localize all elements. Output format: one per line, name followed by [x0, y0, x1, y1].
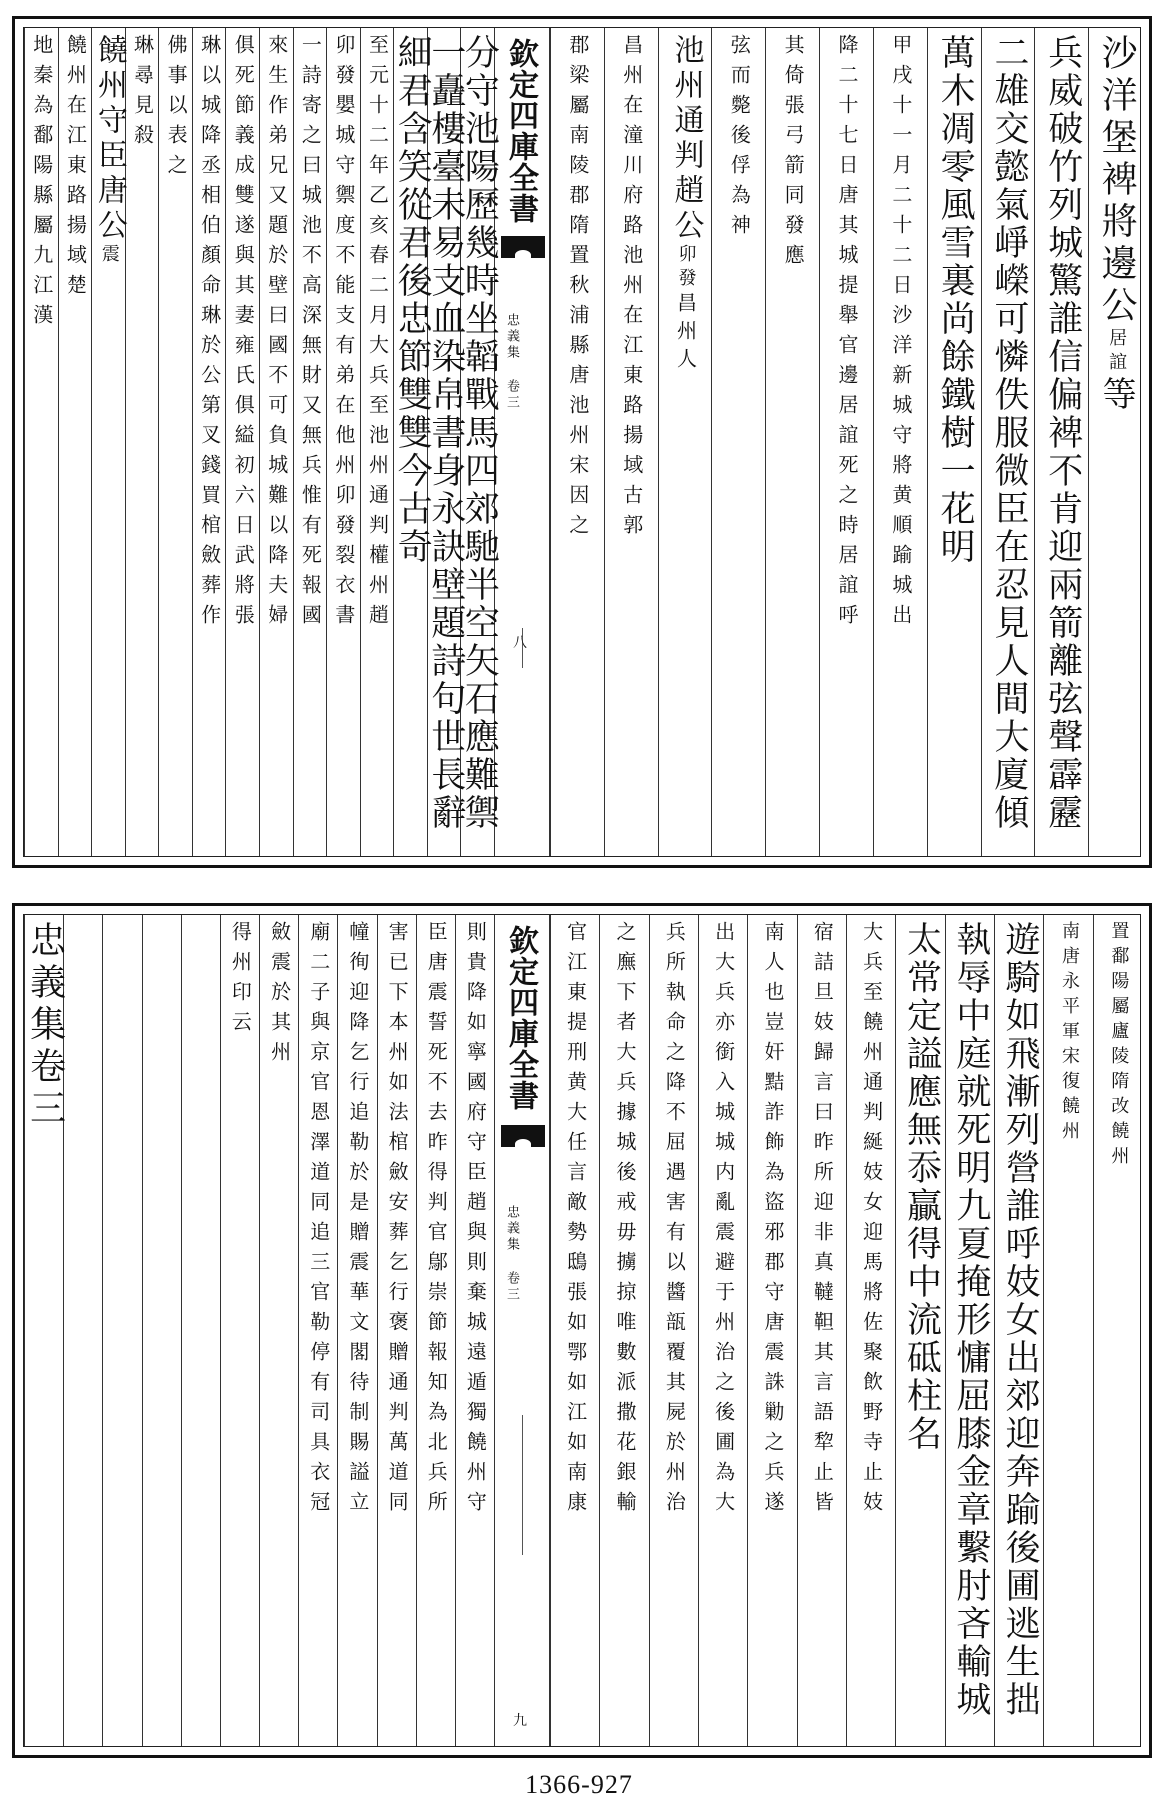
column-text: 佛事以表之: [164, 34, 189, 184]
column-text: 兵威破竹列城驚誰信偏裨不肯迎兩箭離弦聲霹靂: [1042, 34, 1083, 832]
column-text: 太常定謚應無忝贏得中流砥柱名: [901, 921, 942, 1453]
text-column: [337, 915, 376, 1746]
column-text: 執辱中庭就死明九夏掩形慵屈膝金章繫肘吝輸城: [950, 921, 991, 1719]
column-note: 居誼: [1106, 328, 1128, 376]
column-text: 饒州守臣唐公震: [91, 34, 127, 268]
column-text: 忠義集卷三: [24, 921, 66, 1131]
center-book-title: 欽定四庫全書: [503, 925, 538, 1111]
text-column: [326, 28, 360, 856]
column-tail: 等: [1096, 376, 1137, 418]
column-text: 得州印云: [228, 921, 253, 1041]
column-text: 則貴降如寧國府守臣趙與則棄城遠遁獨饒州守: [463, 921, 488, 1521]
text-column: [392, 28, 433, 856]
text-column: [58, 28, 92, 856]
top-page: [12, 16, 1152, 868]
column-text: 官江東提刑黄大任言敵勢鴟張如鄂如江如南康: [563, 921, 588, 1521]
column-text: 來生作弟兄又題於壁曰國不可負城難以降夫婦: [264, 34, 289, 634]
text-column: [125, 28, 159, 856]
column-text: 地秦為鄱陽縣屬九江漢: [29, 34, 54, 334]
text-column: [24, 915, 66, 1746]
column-text: 出大兵亦銜入城城内亂震避于州治之後圃為大: [711, 921, 736, 1521]
text-column: [181, 915, 220, 1746]
text-column: [24, 28, 58, 856]
text-column: [293, 28, 327, 856]
text-column: [259, 28, 293, 856]
column-text: 沙洋堡裨將邊公居誼等: [1096, 34, 1138, 418]
column-text: 昌州在潼川府路池州在江東路揚域古郭: [619, 34, 644, 544]
column-text: 分守池陽歷幾時坐韜戰馬四郊馳半空矢石應難禦: [459, 34, 500, 832]
text-column: [360, 28, 394, 856]
column-text: 廟二子與京官恩澤道同追三官勒停有司具衣冠: [306, 921, 331, 1521]
column-text: 南人也豈奸黠詐飾為盜邪郡守唐震誅勦之兵遂: [760, 921, 785, 1521]
text-column: [225, 28, 259, 856]
bottom-page: [12, 903, 1152, 1758]
column-text: 一矗樓臺未易支血染帛書身永訣壁題詩句世長辭: [425, 34, 466, 832]
top-left-columns: [24, 28, 1140, 856]
column-text: 臣唐震誓死不去昨得判官鄔崇節報知為北兵所: [424, 921, 449, 1521]
column-text: 降二十七日唐其城提舉官邊居誼死之時居誼呼: [834, 34, 859, 634]
column-text: 大兵至饒州通判綖妓女迎馬將佐聚飲野寺止妓: [859, 921, 884, 1521]
column-text: 甲戌十一月二十二日沙洋新城守將黄順踰城出: [888, 34, 913, 634]
text-column: [158, 28, 192, 856]
text-column: [298, 915, 337, 1746]
text-column: [142, 915, 181, 1746]
column-note: 卯發: [675, 244, 697, 292]
column-text: 饒州在江東路揚域楚: [63, 34, 88, 304]
column-text: 弦而斃後俘為神: [727, 34, 752, 244]
column-text: 斂震於其州: [267, 921, 292, 1071]
center-page-number: 九: [513, 1713, 527, 1729]
column-text: 卯發嬰城守禦度不能支有弟在他州卯發裂衣書: [331, 34, 356, 634]
column-text: 萬木凋零風雪裏尚餘鐵樹一花明: [935, 34, 976, 566]
center-page-number: 八: [513, 635, 527, 651]
bottom-left-columns: [24, 915, 1140, 1746]
column-text: 池州通判趙公卯發昌州人: [668, 34, 704, 376]
center-book: 忠義集: [504, 1205, 519, 1253]
column-text: 害已下本州如法棺斂安葬乞行褒贈通判萬道同: [385, 921, 410, 1521]
center-book: 忠義集: [504, 313, 519, 361]
text-column: [377, 915, 416, 1746]
text-column: [91, 28, 125, 856]
text-column: [416, 915, 455, 1746]
bottom-page-frame: [23, 914, 1141, 1747]
column-text: 一詩寄之曰城池不高深無財又無兵惟有死報國: [298, 34, 323, 634]
center-book-title: 欽定四庫全書: [503, 38, 538, 224]
column-text: 二雄交懿氣崢嶸可憐佚服微臣在忍見人間大廈傾: [988, 34, 1029, 832]
text-column: [259, 915, 298, 1746]
column-text: 遊騎如飛漸列營誰呼妓女出郊迎奔踰後圃逃生拙: [1000, 921, 1041, 1719]
text-column: [192, 28, 226, 856]
column-text: 細君含笑從君後忠節雙雙今古奇: [392, 34, 433, 566]
column-tail: 昌州人: [673, 292, 698, 376]
column-text: 俱死節義成雙遂與其妻雍氏俱縊初六日武將張: [231, 34, 256, 634]
text-column: [102, 915, 141, 1746]
column-text: 南唐永平軍宋復饒州: [1058, 921, 1080, 1146]
column-text: 兵所執命之降不屈遇害有以醬瓿覆其屍於州治: [662, 921, 687, 1521]
column-note: 震: [98, 244, 120, 268]
column-text: 琳尋見殺: [130, 34, 155, 154]
text-column: [63, 915, 102, 1746]
top-page-frame: [23, 27, 1141, 857]
column-text: 之廡下者大兵據城後戒毋擄掠唯數派撒花銀輸: [612, 921, 637, 1521]
column-text: 幢徇迎降乞行追勒於是贈震華文閣待制賜謚立: [345, 921, 370, 1521]
column-text: 至元十二年乙亥春二月大兵至池州通判權州趙: [365, 34, 390, 634]
text-column: [220, 915, 259, 1746]
column-text: 其倚張弓箭同發應: [781, 34, 806, 274]
column-text: 琳以城降丞相伯顏命琳於公第叉錢買棺斂葬作: [197, 34, 222, 634]
center-vol: 卷三: [504, 379, 519, 411]
center-vol: 卷三: [504, 1271, 519, 1303]
column-text: 置鄱陽屬廬陵隋改饒州: [1108, 921, 1130, 1171]
page-footer-code: 1366-927: [525, 1770, 633, 1799]
text-column: [455, 915, 494, 1746]
column-text: 郡梁屬南陵郡隋置秋浦縣唐池州宋因之: [565, 34, 590, 544]
column-text: 宿詰旦妓歸言曰昨所迎非真韃靼其言語犂止皆: [810, 921, 835, 1521]
